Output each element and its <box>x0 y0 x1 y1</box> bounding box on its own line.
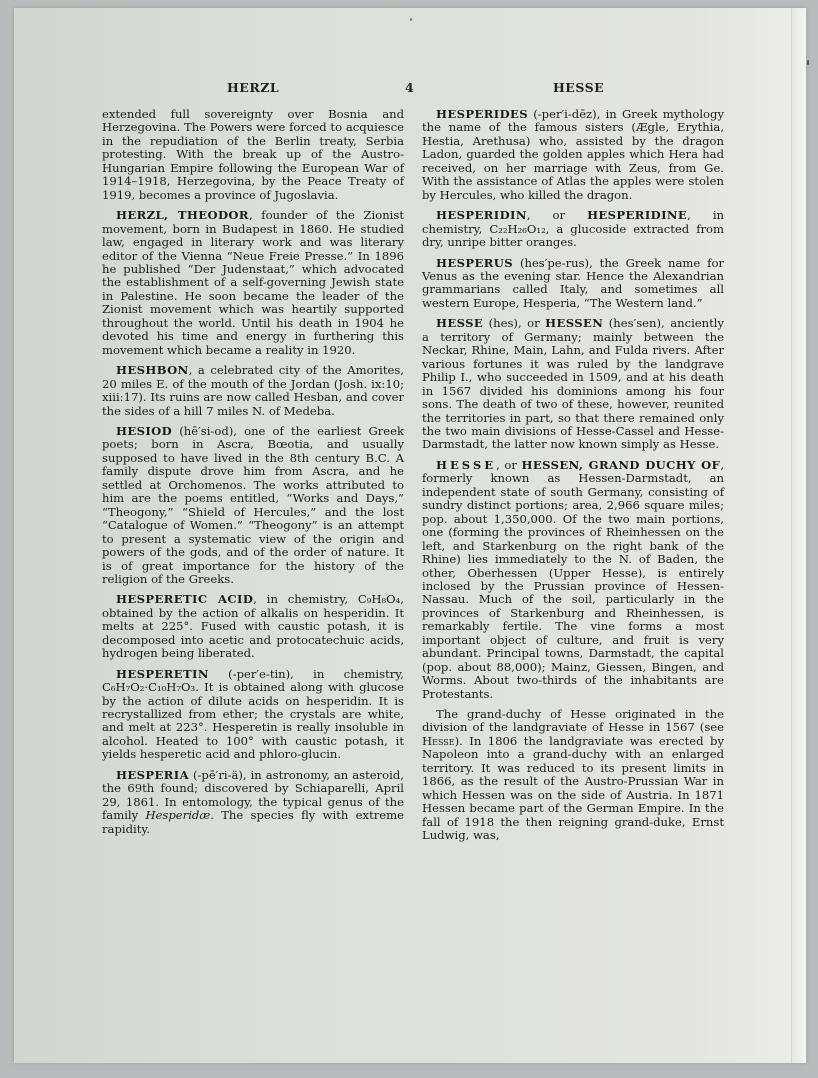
entry-heshbon: HESHBON, a celebrated city of the Amorites, 20 miles E. of the mouth of the Jordan (Josh. ix:10; xiii:17). Its ruins are now called Hesban, and cover the sides of a hill 7 miles N. of Medeba. <box>102 363 404 418</box>
pronunciation: (hes′pe-rus) <box>513 255 590 270</box>
entry-continuation: extended full sovereignty over Bosnia and Herzegovina. The Powers were forced to acquiesce in the repudiation of the Berlin treaty, Serbia protesting. With the break up of the Austro-Hungarian Empire following the European War of 1914–1918, Herzegovina, by the Peace Treaty of 1919, becomes a province of Jugoslavia. <box>102 107 404 202</box>
cross-reference: Hesse <box>422 733 455 748</box>
pronunciation: (hes′sen) <box>603 316 662 331</box>
running-head <box>14 80 806 100</box>
paper-speck <box>410 18 412 21</box>
headword-alt: HESPERIDINE <box>587 208 688 223</box>
headword: HESHBON <box>116 363 189 378</box>
chemical-formula: C₉H₈O₄ <box>357 592 401 607</box>
chemical-formula: C₆H₇O₂·C₁₀H₇O₃ <box>102 680 196 695</box>
chemical-formula: C₂₂H₂₆O₁₂ <box>489 221 546 236</box>
headword: HESPERIA <box>116 767 189 782</box>
running-head-left: HERZL <box>227 80 280 95</box>
headword: HESPERETIN <box>116 666 209 681</box>
entry-herzl: HERZL, THEODOR, founder of the Zionist movement, born in Budapest in 1860. He studied law, engaged in literary work and was literary editor of the Vienna “Neue Freie Presse.” In 1896 he published “Der Judenstaat,” which advocated the establishment of a self-governing Jewish state in Palestine. He soon became the leader of the Zionist movement which was heartily supported throughout the world. Until his death in 1904 he devoted his time and energy in furthering this movement which became a reality in 1920. <box>102 208 404 357</box>
headword: HESPERIDIN <box>436 208 527 223</box>
italic-term: Hesperidæ <box>145 808 211 823</box>
pronunciation: (-per′e-tin) <box>208 666 291 681</box>
headword: HESPERIDES <box>436 107 529 121</box>
running-head-right: HESSE <box>553 80 605 95</box>
headword: HESIOD <box>116 423 173 438</box>
headword: HESSE <box>436 316 484 331</box>
entry-grand-duchy-history: The grand-duchy of Hesse originated in the division of the landgraviate of Hesse in 1567 (see Hesse). In 1806 the landgraviate was erected by Napoleon into a grand-duchy with an enlarged territory. It was reduced to its present limits in 1866, as the result of the Austro-Prussian War in which Hessen was on the side of Austria. In 1871 Hessen became part of the German Empire. In the fall of 1918 the then reigning grand-duke, Ernst Ludwig, was, <box>422 707 724 843</box>
entry-hesse: HESSE (hes), or HESSEN (hes′sen), anciently a territory of Germany; mainly between the Neckar, Rhine, Main, Lahn, and Fulda rivers. After various fortunes it was ruled by the landgrave Philip I., who succeeded in 1509, and at his death in 1567 divided his dominions among his four sons. The death of two of these, however, reunited the territories in part, so that there remained only the two main divisions of Hesse-Cassel and Hesse-Darmstadt, the latter now known simply as Hesse. <box>422 316 725 452</box>
era: B.C. <box>365 450 390 465</box>
page-number: 4 <box>405 80 415 95</box>
pronunciation: (-per′i-dēz) <box>528 107 597 121</box>
entry-hesiod: HESIOD (hē′si-od), one of the earliest Greek poets; born in Ascra, Bœotia, and usually supposed to have lived in the 8th century B.C. A family dispute drove him from Ascra, and he settled at Orchomenos. The works attributed to him are the poems entitled, “Works and Days,” “Theogony,” “Shield of Hercules,” and the lost “Catalogue of Women.” “Theogony” is an attempt to present a systematic view of the origin and powers of the gods, and of the order of nature. It is of great importance for the history of the religion of the Greeks. <box>102 423 405 586</box>
entry-hesperus: HESPERUS (hes′pe-rus), the Greek name for Venus as the evening star. Hence the Alexandrian grammarians called Italy, and sometimes all western Europe, Hesperia, “The Western land.” <box>422 255 724 310</box>
headword-alt: HESSEN <box>545 316 604 331</box>
entry-hesse-grand-duchy: HESSE, or HESSEN, GRAND DUCHY OF, formerly known as Hessen-Darmstadt, an independent state of south Germany, consisting of sundry distinct portions; area, 2,966 square miles; pop. about 1,350,000. Of the two main portions, one (forming the provinces of Rheinhessen on the left, and Starkenburg on the right bank of the Rhine) lies immediately to the N. of Baden, the other, Oberhessen (Upper Hesse), is entirely inclosed by the Prussian province of Hessen-Nassau. Much of the soil, particularly in the provinces of Starkenburg and Rheinhessen, is remarkably fertile. The vine forms a most important object of culture, and fruit is very abundant. Principal towns, Darmstadt, the capital (pop. about 88,000); Mainz, Giessen, Bingen, and Worms. About two-thirds of the inhabitants are Protestants. <box>422 457 725 701</box>
headword: HESSE <box>436 457 497 472</box>
entry-hesperia: HESPERIA (-pē′ri-ä), in astronomy, an asteroid, the 69th found; discovered by Schiaparelli, April 29, 1861. In entomology, the typical genus of the family Hesperidæ. The species fly with extreme rapidity. <box>102 767 404 836</box>
headword: HESPERUS <box>436 255 514 270</box>
headword: HESPERETIC ACID <box>116 592 254 607</box>
headword: HERZL, THEODOR <box>116 208 249 223</box>
entry-hesperetin: HESPERETIN (-per′e-tin), in chemistry, C₆H₇O₂·C₁₀H₇O₃. It is obtained along with glucose by the action of dilute acids on hesperidin. It is recrystallized from ether; the crystals are white, and melt at 223°. Hesperetin is really insoluble in alcohol. Heated to 100° with caustic potash, it yields hesperetic acid and phloro-glucin. <box>102 666 404 762</box>
entry-hesperidin: HESPERIDIN, or HESPERIDINE, in chemistry, C₂₂H₂₆O₁₂, a glucoside extracted from dry, unripe bitter oranges. <box>422 208 725 250</box>
pronunciation: (hē′si-od) <box>172 423 234 438</box>
entry-hesperides: HESPERIDES (-per′i-dēz), in Greek mythology the name of the famous sisters (Ægle, Erythia, Hestia, Arethusa) who, assisted by the dragon Ladon, guarded the golden apples which Hera had received, on her marriage with Zeus, from Ge. With the assistance of Atlas the apples were stolen by Hercules, who killed the dragon. <box>422 107 724 202</box>
page-edge <box>791 8 806 1063</box>
paper-speck <box>807 60 809 65</box>
headword-alt: HESSEN, GRAND DUCHY OF <box>521 457 721 472</box>
pronunciation: (hes) <box>483 316 518 331</box>
left-column <box>102 108 404 843</box>
entry-hesperetic-acid: HESPERETIC ACID, in chemistry, C₉H₈O₄, obtained by the action of alkalis on hesperidin. It melts at 225°. Fused with caustic potash, it is decomposed into acetic and protocatechuic acids, hydrogen being liberated. <box>102 592 404 661</box>
right-column <box>422 108 724 850</box>
encyclopedia-page <box>14 8 806 1063</box>
pronunciation: (-pē′ri-ä) <box>188 767 243 782</box>
